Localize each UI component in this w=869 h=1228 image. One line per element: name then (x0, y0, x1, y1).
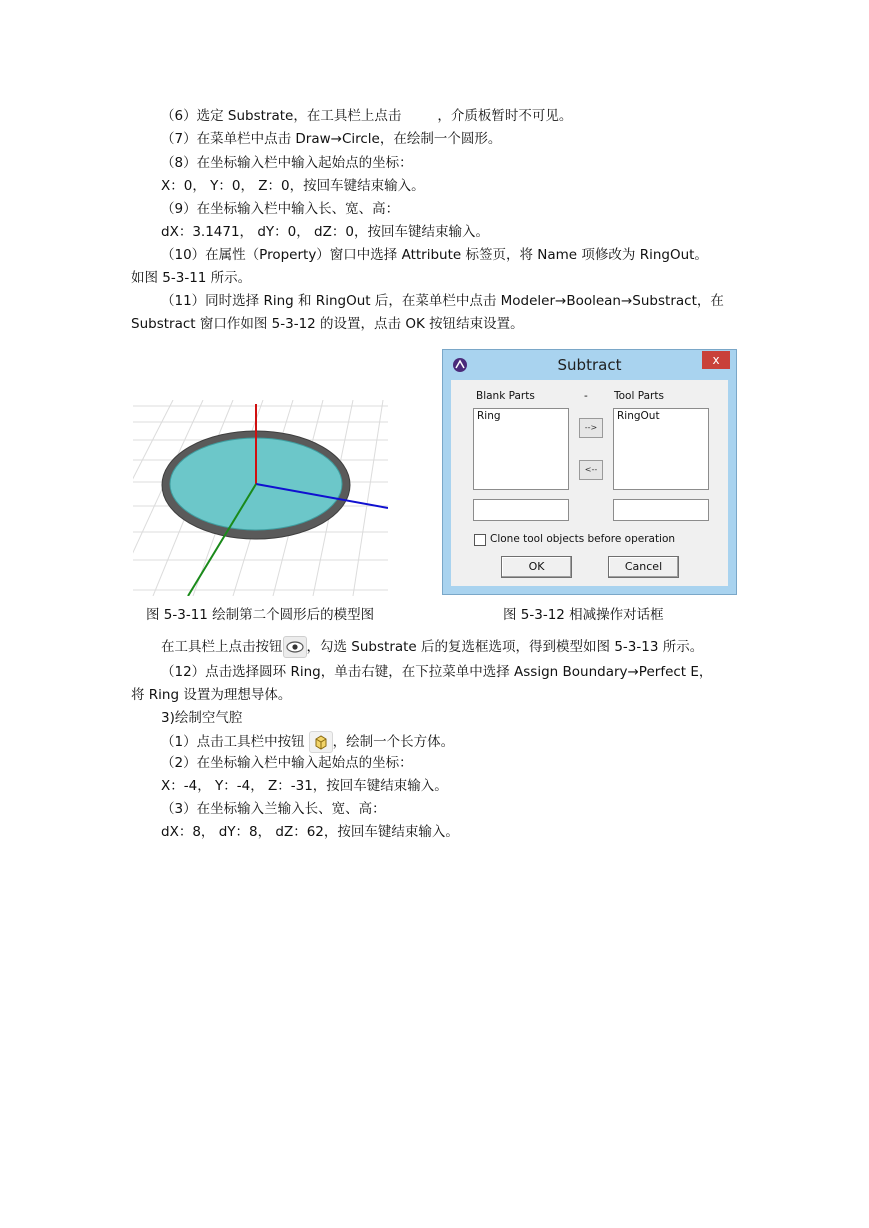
separator-dash: - (584, 390, 588, 402)
step-8-line: （8）在坐标输入栏中输入起始点的坐标： (161, 155, 413, 171)
air-coords-size-line: dX：8， dY：8， dZ：62，按回车键结束输入。 (161, 824, 459, 840)
step-12-cont-line: 将 Ring 设置为理想导体。 (131, 687, 292, 703)
list-item[interactable]: RingOut (617, 410, 660, 422)
air-coords-start-line: X：-4， Y：-4， Z：-31，按回车键结束输入。 (161, 778, 448, 794)
air-step-1-text-b: ，绘制一个长方体。 (332, 734, 455, 750)
air-step-1-text-a: （1）点击工具栏中按钮 (161, 734, 305, 750)
dialog-client (451, 380, 728, 586)
step-11-line: （11）同时选择 Ring 和 RingOut 后，在菜单栏中点击 Modeler→Boolean→Substract，在 (161, 293, 724, 309)
step-6-text-b: ，介质板暂时不可见。 (437, 108, 573, 124)
blank-parts-list[interactable] (473, 408, 569, 490)
step-6-text-a: （6）选定 Substrate，在工具栏上点击 (161, 108, 402, 124)
air-step-1-line (161, 730, 454, 754)
ring-model-view (133, 400, 388, 596)
coords-size-line: dX：3.1471， dY：0， dZ：0，按回车键结束输入。 (161, 224, 489, 240)
air-step-3-line: （3）在坐标输入兰输入长、宽、高： (161, 801, 386, 817)
section-heading-air-cavity: 3)绘制空气腔 (161, 710, 243, 726)
step-10-line: （10）在属性（Property）窗口中选择 Attribute 标签页，将 Name 项修改为 RingOut。 (161, 247, 708, 263)
show-substrate-line (161, 635, 703, 659)
clone-tool-checkbox[interactable] (474, 534, 486, 546)
figure-caption-5-3-11: 图 5-3-11 绘制第二个圆形后的模型图 (146, 607, 375, 623)
step-6-line (161, 107, 572, 125)
show-substrate-text-a: 在工具栏上点击按钮 (161, 639, 283, 655)
step-7-line: （7）在菜单栏中点击 Draw→Circle，在绘制一个圆形。 (161, 131, 502, 147)
box-icon (309, 731, 333, 753)
step-11-cont-line: Substract 窗口作如图 5-3-12 的设置，点击 OK 按钮结束设置。 (131, 316, 524, 332)
subtract-dialog (442, 349, 737, 595)
close-button[interactable]: x (702, 351, 730, 369)
ok-button[interactable]: OK (501, 556, 572, 578)
dialog-title: Subtract (557, 356, 622, 374)
figure-caption-5-3-12: 图 5-3-12 相减操作对话框 (503, 607, 664, 623)
move-right-button[interactable]: --> (579, 418, 603, 438)
step-12-line: （12）点击选择圆环 Ring，单击右键，在下拉菜单中选择 Assign Boundary→Perfect E， (161, 664, 713, 680)
tool-parts-list[interactable] (613, 408, 709, 490)
show-substrate-text-b: ，勾选 Substrate 后的复选框选项，得到模型如图 5-3-13 所示。 (306, 639, 704, 655)
dialog-titlebar[interactable] (443, 350, 736, 380)
list-item[interactable]: Ring (477, 410, 501, 422)
move-left-button[interactable]: <-- (579, 460, 603, 480)
eye-icon (283, 636, 307, 658)
clone-tool-label: Clone tool objects before operation (490, 533, 676, 545)
cancel-button[interactable]: Cancel (608, 556, 679, 578)
tool-parts-input[interactable] (613, 499, 709, 521)
step-9-line: （9）在坐标输入栏中输入长、宽、高： (161, 201, 400, 217)
tool-parts-label: Tool Parts (614, 390, 664, 402)
blank-parts-input[interactable] (473, 499, 569, 521)
coords-start-line: X：0， Y：0， Z：0，按回车键结束输入。 (161, 178, 425, 194)
air-step-2-line: （2）在坐标输入栏中输入起始点的坐标： (161, 755, 413, 771)
blank-parts-label: Blank Parts (476, 390, 535, 402)
step-10-cont-line: 如图 5-3-11 所示。 (131, 270, 252, 286)
